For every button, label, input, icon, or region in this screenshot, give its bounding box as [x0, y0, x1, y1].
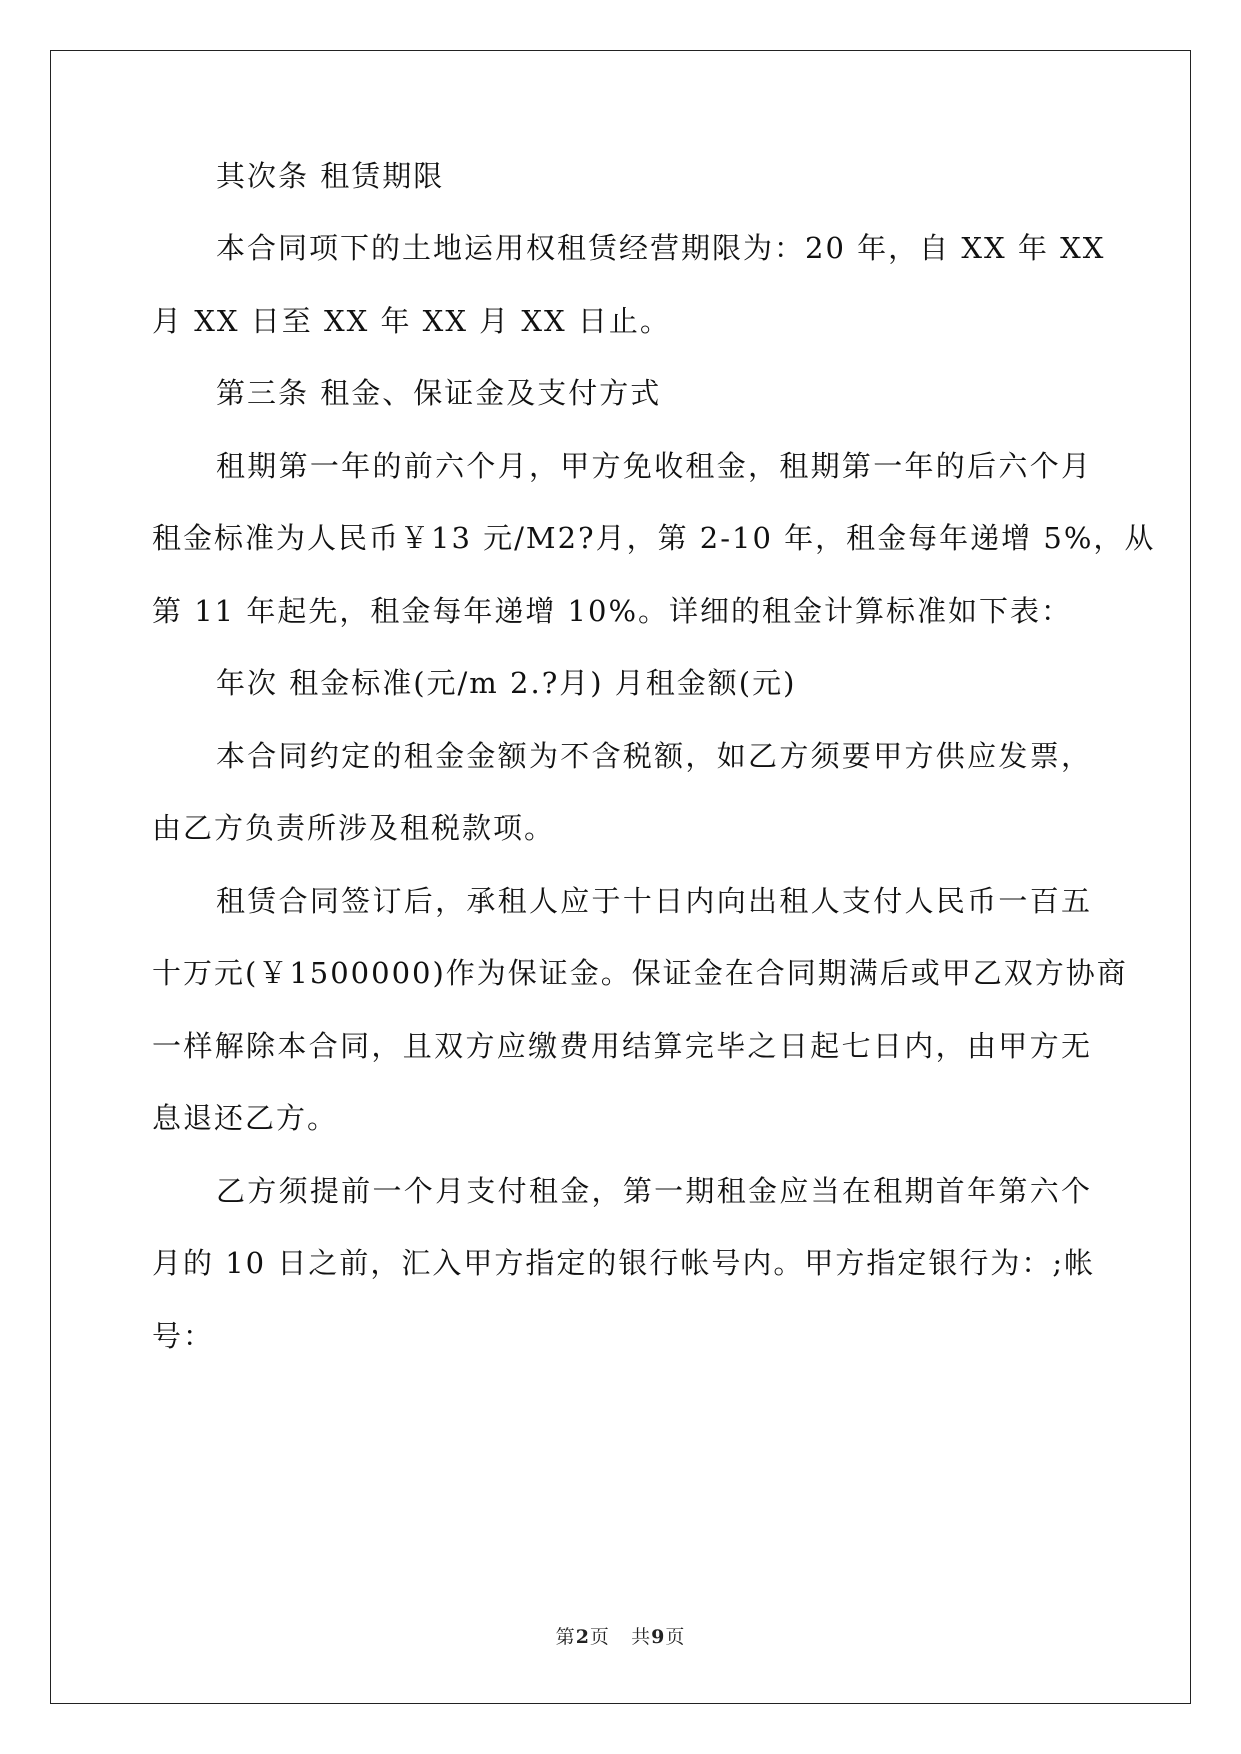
- paragraph-line: 租期第一年的前六个月，甲方免收租金，租期第一年的后六个月: [216, 449, 1092, 483]
- heading-article-3: 第三条 租金、保证金及支付方式: [216, 376, 662, 410]
- paragraph-line: 月 XX 日至 XX 年 XX 月 XX 日止。: [152, 304, 671, 338]
- current-page-number: 2: [575, 1626, 590, 1648]
- paragraph-line: 号：: [152, 1319, 215, 1353]
- paragraph-line: 租金标准为人民币￥13 元/M2?月，第 2-10 年，租金每年递增 5%，从: [152, 521, 1156, 555]
- paragraph-line: 一样解除本合同，且双方应缴费用结算完毕之日起七日内，由甲方无: [152, 1029, 1092, 1063]
- paragraph-line: 息退还乙方。: [152, 1101, 339, 1135]
- footer-prefix: 第: [555, 1626, 576, 1648]
- total-page-number: 9: [651, 1626, 666, 1648]
- paragraph-line: 本合同项下的土地运用权租赁经营期限为：20 年，自 XX 年 XX: [216, 231, 1106, 265]
- page-border: [50, 50, 1191, 1704]
- footer-total-unit: 页: [665, 1626, 686, 1648]
- paragraph-line: 乙方须提前一个月支付租金，第一期租金应当在租期首年第六个: [216, 1174, 1092, 1208]
- paragraph-line: 第 11 年起先，租金每年递增 10%。详细的租金计算标准如下表：: [152, 594, 1073, 628]
- table-header-line: 年次 租金标准(元/m 2.?月) 月租金额(元): [216, 666, 797, 700]
- heading-article-2: 其次条 租赁期限: [216, 159, 445, 193]
- footer-total-prefix: 共: [631, 1626, 652, 1648]
- paragraph-line: 由乙方负责所涉及租税款项。: [152, 811, 556, 845]
- footer-page-unit: 页: [589, 1626, 610, 1648]
- paragraph-line: 月的 10 日之前，汇入甲方指定的银行帐号内。甲方指定银行为：;帐: [152, 1246, 1096, 1280]
- page-footer: [0, 1622, 1241, 1649]
- paragraph-line: 本合同约定的租金金额为不含税额，如乙方须要甲方供应发票，: [216, 739, 1092, 773]
- paragraph-line: 十万元(￥1500000)作为保证金。保证金在合同期满后或甲乙双方协商: [152, 956, 1128, 990]
- paragraph-line: 租赁合同签订后，承租人应于十日内向出租人支付人民币一百五: [216, 884, 1092, 918]
